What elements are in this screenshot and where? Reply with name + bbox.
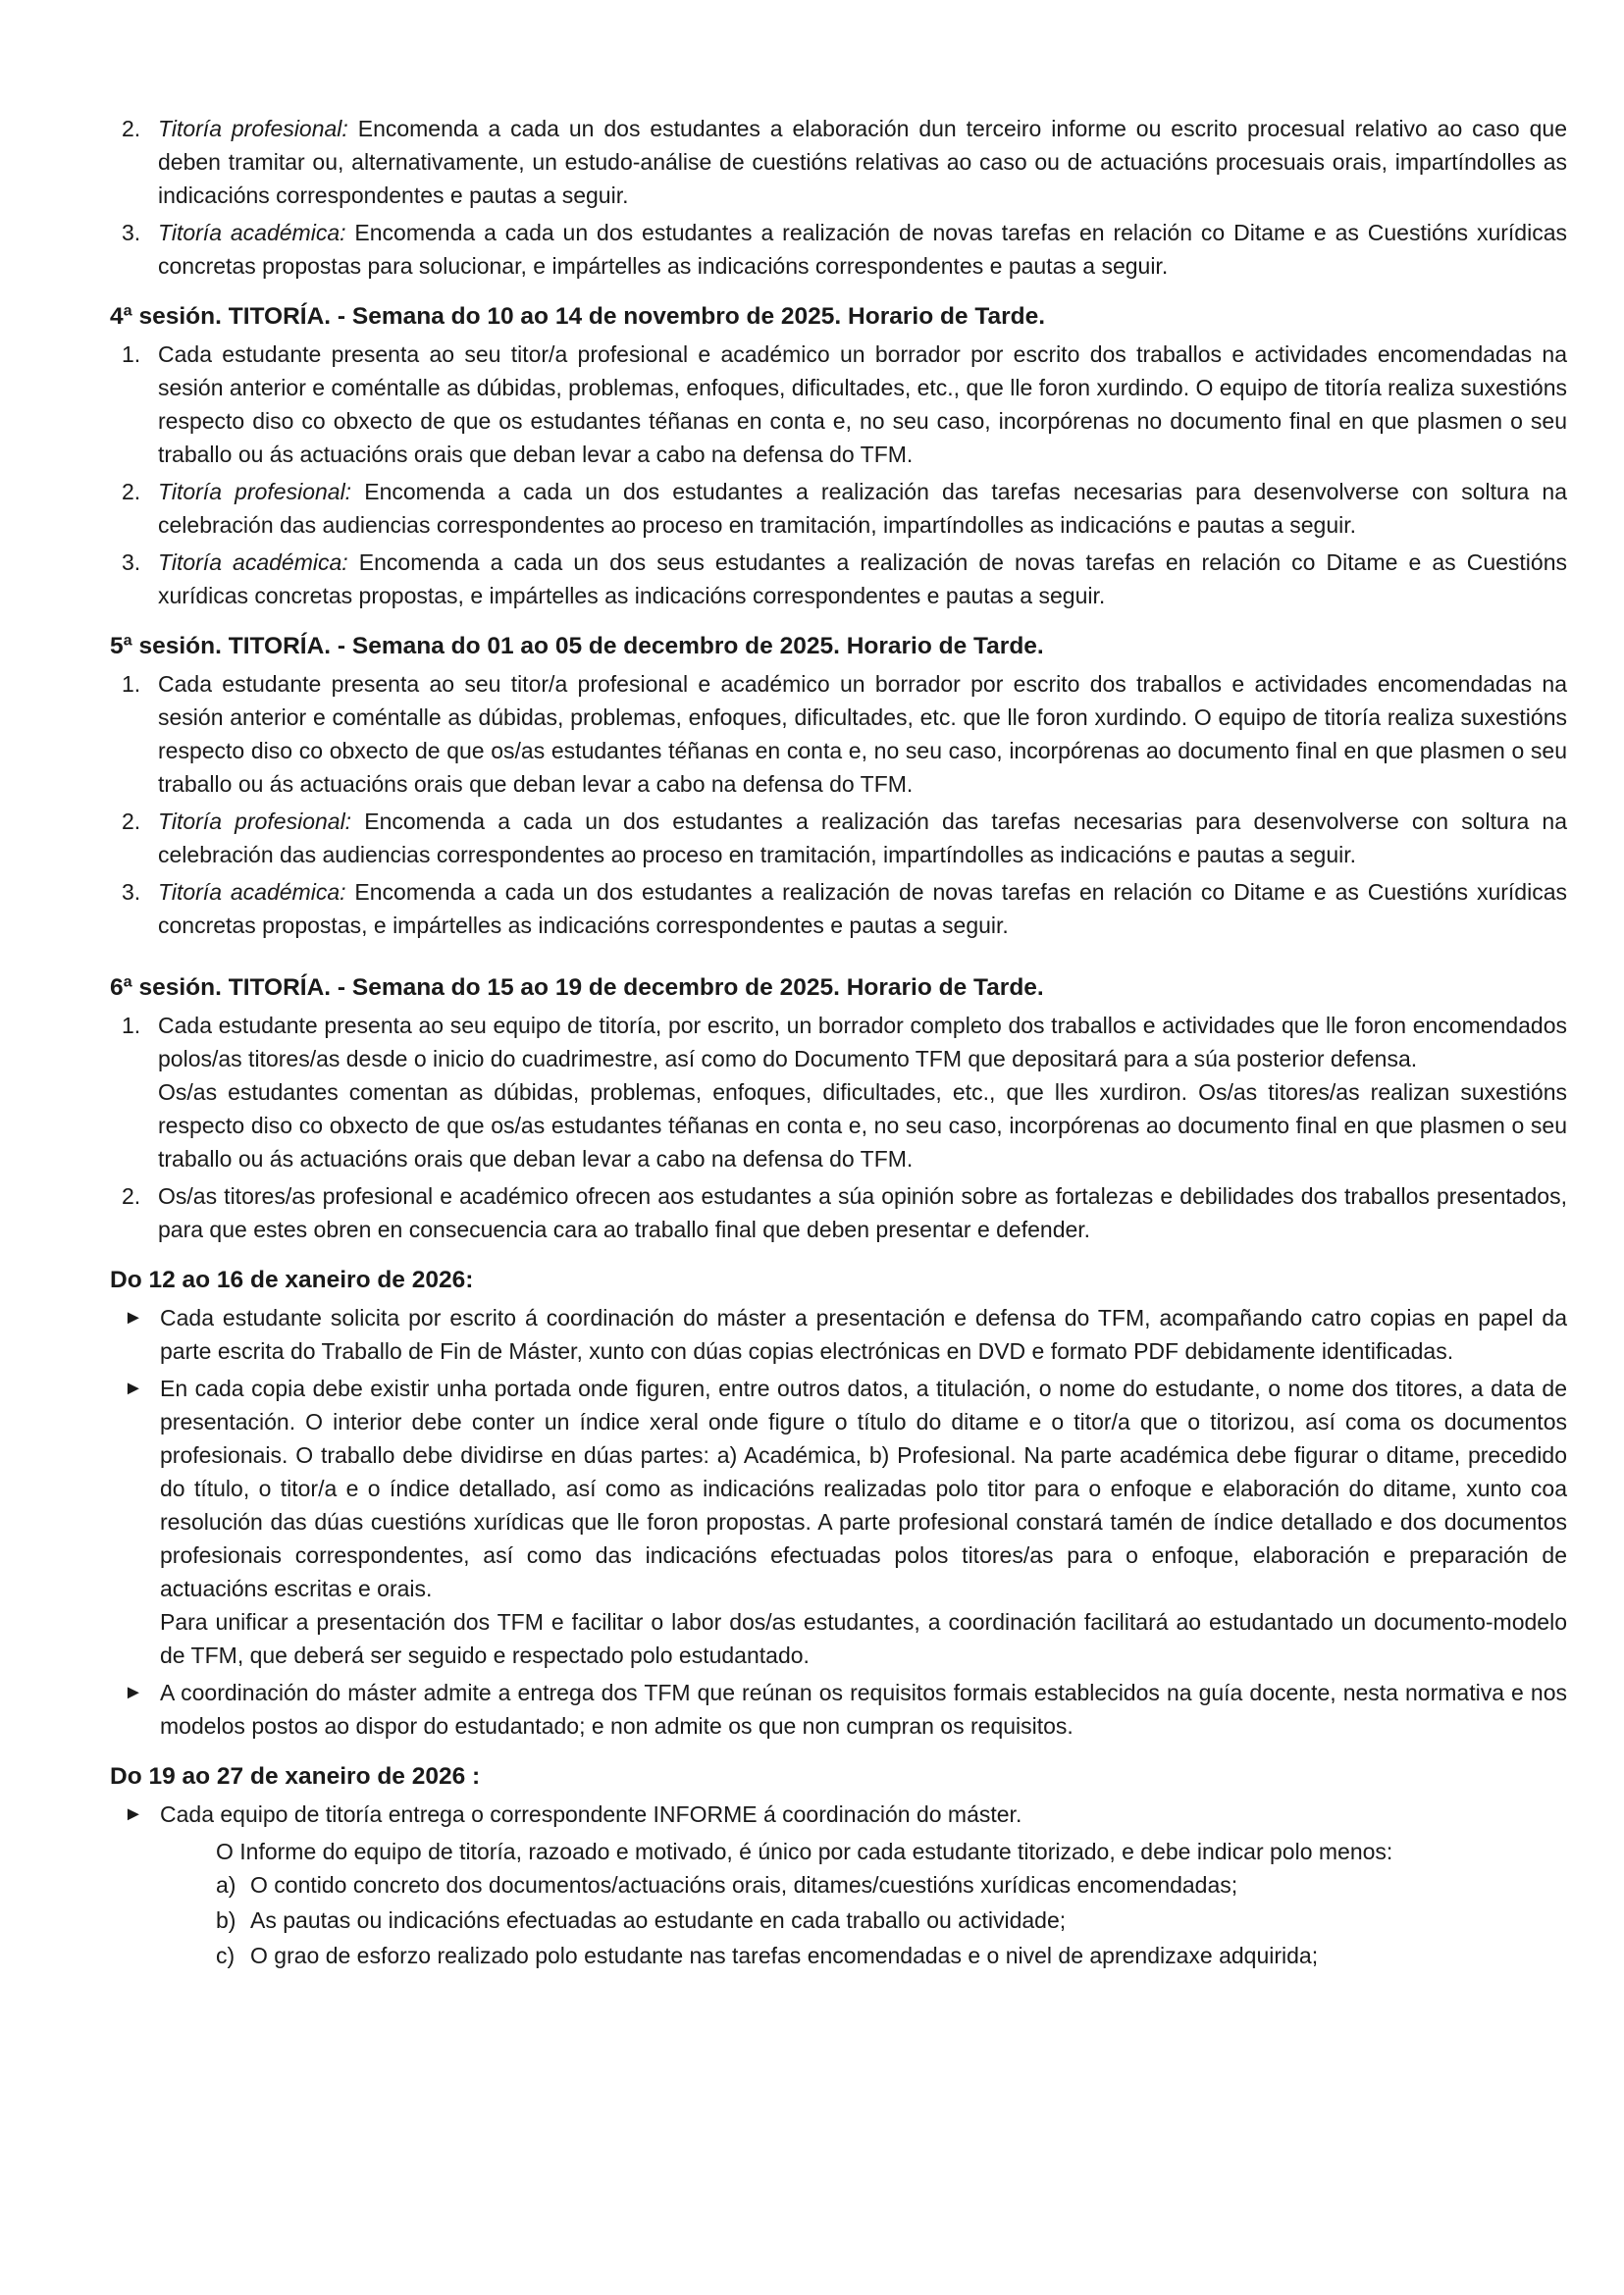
item-letter: b) [216, 1907, 236, 1933]
list-item [110, 1676, 1567, 1743]
item-text: Encomenda a cada un dos estudantes a realización de novas tarefas en relación co Ditame e as Cuestións xurídicas concretas propostas para solucionar, e impártelles as indicacións correspondentes e pautas a seguir. [158, 220, 1567, 279]
january-12-heading: Do 12 ao 16 de xaneiro de 2026: [110, 1267, 474, 1293]
list-item [110, 546, 1567, 612]
list-item [110, 1904, 1567, 1937]
item-label: Titoría académica: [158, 549, 348, 575]
session-6-list [110, 1009, 1567, 1246]
item-text-continued: Para unificar a presentación dos TFM e facilitar o labor dos/as estudantes, a coordinación facilitará ao estudantado un documento-modelo de TFM, que deberá ser seguido e respectado polo estudantado. [160, 1609, 1567, 1668]
list-item [110, 1009, 1567, 1175]
item-number: 1. [122, 1013, 141, 1038]
item-number: 3. [122, 549, 141, 575]
item-label: Titoría académica: [158, 220, 346, 245]
item-letter: a) [216, 1872, 236, 1898]
arrow-bullet-icon: ► [124, 1682, 143, 1703]
item-label: Titoría profesional: [158, 479, 352, 504]
item-text: O contido concreto dos documentos/actuacións orais, ditames/cuestións xurídicas encomendadas; [250, 1872, 1238, 1898]
item-text: Cada estudante presenta ao seu titor/a profesional e académico un borrador por escrito dos traballos e actividades encomendadas na sesión anterior e coméntalle as dúbidas, problemas, enfoques, dificultades, etc., que lle foron xurdindo. O equipo de titoría realiza suxestións respecto diso co obxecto de que os estudantes téñanas en conta e, no seu caso, incorpórenas no documento final en que plasmen o seu traballo ou ás actuacións orais que deban levar a cabo na defensa do TFM. [158, 341, 1567, 467]
item-number: 2. [122, 479, 141, 504]
item-text: Encomenda a cada un dos estudantes a realización das tarefas necesarias para desenvolverse con soltura na celebración das audiencias correspondentes ao proceso en tramitación, impartíndolles as indicacións e pautas a seguir. [158, 479, 1567, 538]
item-text: Encomenda a cada un dos estudantes a realización das tarefas necesarias para desenvolverse con soltura na celebración das audiencias correspondentes ao proceso en tramitación, impartíndolles as indicacións e pautas a seguir. [158, 808, 1567, 867]
item-text: As pautas ou indicacións efectuadas ao estudante en cada traballo ou actividade; [250, 1907, 1067, 1933]
list-item [110, 1798, 1567, 1831]
item-text: Os/as titores/as profesional e académico ofrecen aos estudantes a súa opinión sobre as fortalezas e debilidades dos traballos presentados, para que estes obren en consecuencia cara ao traballo final que deben presentar e defender. [158, 1183, 1567, 1242]
list-item [110, 475, 1567, 542]
item-text: A coordinación do máster admite a entrega dos TFM que reúnan os requisitos formais establecidos na guía docente, nesta normativa e nos modelos postos ao dispor do estudantado; e non admite os que non cumpran os requisitos. [160, 1680, 1567, 1739]
session-5-heading: 5ª sesión. TITORÍA. - Semana do 01 ao 05 de decembro de 2025. Horario de Tarde. [110, 633, 1044, 659]
item-text-continued: Os/as estudantes comentan as dúbidas, problemas, enfoques, dificultades, etc., que lles xurdiron. Os/as titores/as realizan suxestións respecto diso co obxecto de que os/as estudantes téñanas en conta e, no seu caso, incorpórenas ao documento final en que plasmen o seu traballo ou ás actuacións orais que deban levar a cabo na defensa do TFM. [158, 1079, 1567, 1172]
list-item [110, 1868, 1567, 1902]
item-text: Encomenda a cada un dos estudantes a elaboración dun terceiro informe ou escrito procesual relativo ao caso que deben tramitar ou, alternativamente, un estudo-análise de cuestións relativas ao caso ou de actuacións procesuais orais, impartíndolles as indicacións correspondentes e pautas a seguir. [158, 116, 1568, 208]
item-text: Cada estudante presenta ao seu equipo de titoría, por escrito, un borrador completo dos traballos e actividades que lle foron encomendados polos/as titores/as desde o inicio do cuadrimestre, así como do Documento TFM que depositará para a súa posterior defensa. [158, 1013, 1567, 1071]
list-item [110, 1939, 1567, 1972]
list-item [110, 1372, 1567, 1672]
session-6-heading: 6ª sesión. TITORÍA. - Semana do 15 ao 19 de decembro de 2025. Horario de Tarde. [110, 974, 1044, 1001]
item-text: Cada equipo de titoría entrega o correspondente INFORME á coordinación do máster. [160, 1801, 1022, 1827]
item-label: Titoría académica: [158, 879, 346, 905]
list-item [110, 216, 1567, 283]
list-item [110, 338, 1567, 471]
item-number: 1. [122, 671, 141, 697]
item-number: 3. [122, 879, 141, 905]
january-19-list [110, 1798, 1567, 1831]
session-3-list [110, 112, 1567, 283]
report-intro: O Informe do equipo de titoría, razoado e motivado, é único por cada estudante titorizado, e debe indicar polo menos: [216, 1839, 1393, 1864]
list-item [110, 1301, 1567, 1368]
item-text: Cada estudante presenta ao seu titor/a profesional e académico un borrador por escrito dos traballos e actividades encomendadas na sesión anterior e coméntalle as dúbidas, problemas, enfoques, dificultades, etc. que lle foron xurdindo. O equipo de titoría realiza suxestións respecto diso co obxecto de que os/as estudantes téñanas en conta e, no seu caso, incorpórenas ao documento final en que plasmen o seu traballo ou ás actuacións orais que deban levar a cabo na defensa do TFM. [158, 671, 1567, 797]
january-12-list [110, 1301, 1567, 1743]
item-label: Titoría profesional: [158, 808, 352, 834]
session-5-list [110, 667, 1567, 942]
item-number: 2. [122, 116, 141, 141]
item-label: Titoría profesional: [158, 116, 348, 141]
report-requirements-list [110, 1868, 1567, 1972]
item-number: 2. [122, 808, 141, 834]
list-item [110, 875, 1567, 942]
item-text: Encomenda a cada un dos estudantes a realización de novas tarefas en relación co Ditame e as Cuestións xurídicas concretas propostas, e impártelles as indicacións correspondentes e pautas a seguir. [158, 879, 1567, 938]
item-number: 2. [122, 1183, 141, 1209]
list-item [110, 667, 1567, 801]
item-letter: c) [216, 1943, 236, 1968]
list-item [110, 805, 1567, 871]
january-19-heading: Do 19 ao 27 de xaneiro de 2026 : [110, 1763, 481, 1790]
item-number: 1. [122, 341, 141, 367]
arrow-bullet-icon: ► [124, 1803, 143, 1825]
arrow-bullet-icon: ► [124, 1378, 143, 1399]
item-text: Encomenda a cada un dos seus estudantes a realización de novas tarefas en relación co Ditame e as Cuestións xurídicas concretas propostas, e impártelles as indicacións correspondentes e pautas a seguir. [158, 549, 1567, 608]
item-text: O grao de esforzo realizado polo estudante nas tarefas encomendadas e o nivel de aprendizaxe adquirida; [250, 1943, 1319, 1968]
arrow-bullet-icon: ► [124, 1307, 143, 1329]
session-4-heading: 4ª sesión. TITORÍA. - Semana do 10 ao 14 de novembro de 2025. Horario de Tarde. [110, 303, 1046, 330]
item-text: Cada estudante solicita por escrito á coordinación do máster a presentación e defensa do TFM, acompañando catro copias en papel da parte escrita do Traballo de Fin de Máster, xunto con dúas copias electrónicas en DVD e formato PDF debidamente identificadas. [160, 1305, 1567, 1364]
item-text: En cada copia debe existir unha portada onde figuren, entre outros datos, a titulación, o nome do estudante, o nome dos titores, a data de presentación. O interior debe conter un índice xeral onde figure o título do ditame e o titor/a que o titorizou, así coma os documentos profesionais. O traballo debe dividirse en dúas partes: a) Académica, b) Profesional. Na parte académica debe figurar o ditame, precedido do título, o titor/a e o índice detallado, así como as indicacións realizadas polo titor para o enfoque e elaboración do ditame, xunto coa resolución das dúas cuestións xurídicas que lle foron propostas. A parte profesional constará tamén de índice detallado e dos documentos profesionais correspondentes, así como das indicacións efectuadas polos titores/as para o enfoque, elaboración e preparación de actuacións escritas e orais. [160, 1376, 1567, 1601]
item-number: 3. [122, 220, 141, 245]
session-4-list [110, 338, 1567, 612]
list-item [110, 112, 1567, 212]
list-item [110, 1179, 1567, 1246]
